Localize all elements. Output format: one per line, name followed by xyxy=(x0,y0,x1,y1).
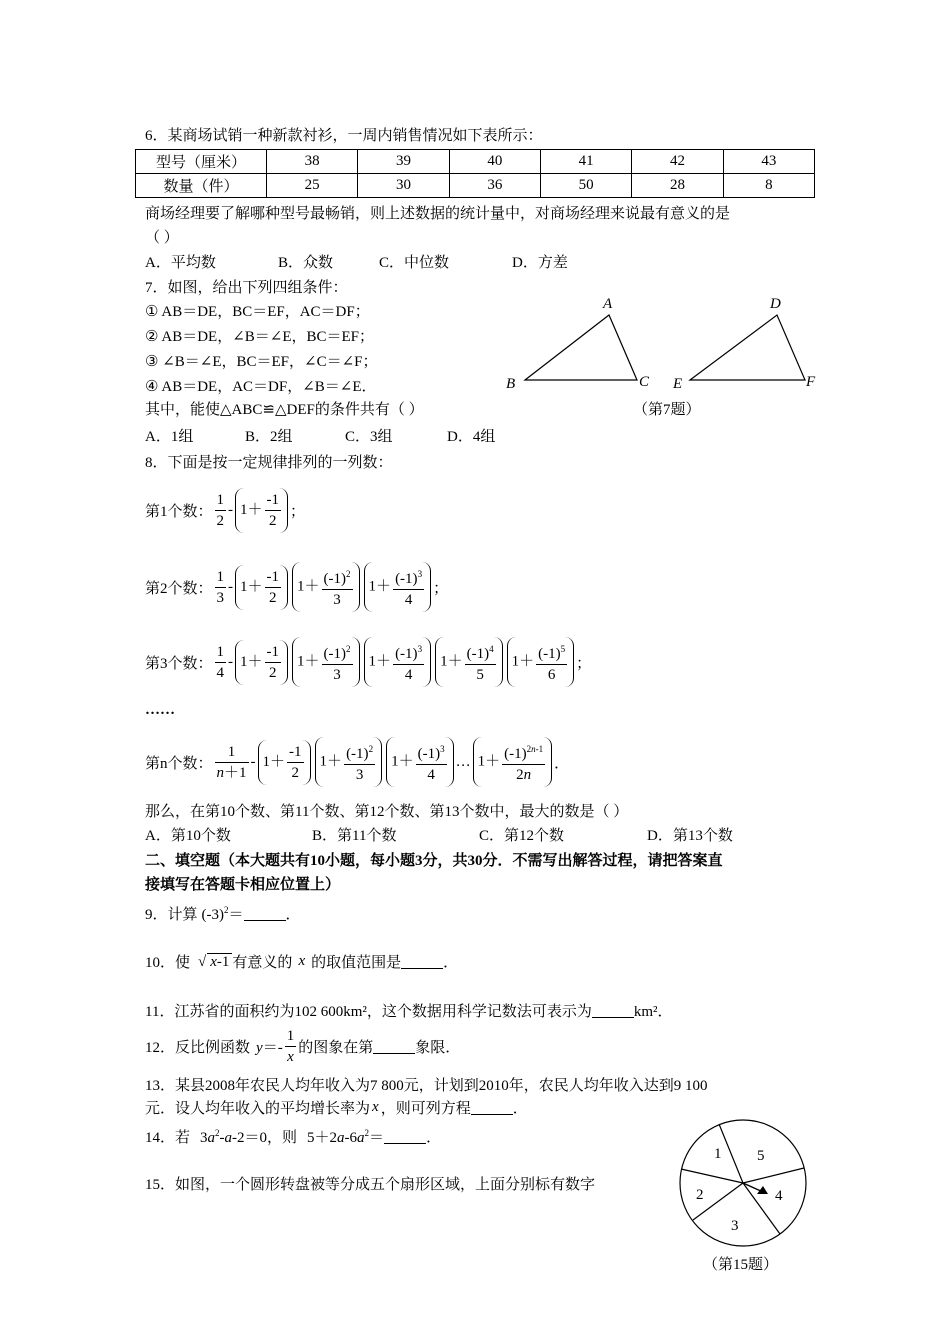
q13-line2-tail: ，则可列方程 xyxy=(380,1101,471,1117)
section2-heading-line2: 接填写在答题卡相应位置上） xyxy=(145,877,341,893)
answer-blank xyxy=(384,1129,426,1144)
answer-blank xyxy=(244,906,286,921)
q8-option-d: D．第13个数 xyxy=(647,828,733,844)
table-cell: 28 xyxy=(632,174,723,198)
q11-post: km²． xyxy=(633,1004,673,1020)
q7-question: 其中，能使△ABC≌△DEF的条件共有（ ） xyxy=(145,402,424,418)
q11 xyxy=(145,1000,673,1021)
q8-seq-1: 第1个数： $\frac{1}{2}$ - 1＋ $\frac{-1}{2}$ ； xyxy=(145,488,305,533)
vertex-label: C xyxy=(639,374,650,390)
sales-table xyxy=(135,149,815,198)
paren-group: 1＋ $\frac{-1}{2}$ xyxy=(235,488,288,533)
q7-cond-3: ③ ∠B＝∠E，BC＝EF，∠C＝∠F； xyxy=(145,354,378,370)
q6-question: 商场经理要了解哪种型号最畅销，则上述数据的统计量中，对商场经理来说最有意义的是 xyxy=(145,206,731,222)
q6-option-d: D．方差 xyxy=(512,255,568,271)
q7-cond-2: ② AB＝DE，∠B＝∠E，BC＝EF； xyxy=(145,329,375,345)
q7-option-d: D．4组 xyxy=(447,429,496,445)
q7-cond-4: ④ AB＝DE，AC＝DF，∠B＝∠E． xyxy=(145,379,377,395)
q6-stem: 6．某商场试销一种新款衬衫，一周内销售情况如下表所示： xyxy=(145,128,543,144)
answer-blank xyxy=(373,1039,415,1054)
table-cell: 50 xyxy=(540,174,631,198)
q7-triangles-figure xyxy=(500,290,830,425)
q7-option-c: C．3组 xyxy=(345,429,393,445)
q10: 10．使 √ x-1 有意义的 x 的取值范围是 ． xyxy=(145,953,459,971)
q10-pre: 10．使 xyxy=(145,955,191,971)
q8-option-b: B．第11个数 xyxy=(312,828,397,844)
table-cell: 30 xyxy=(358,174,449,198)
answer-blank xyxy=(471,1100,513,1115)
vertex-label: F xyxy=(806,374,816,390)
table-cell: 36 xyxy=(449,174,540,198)
vertex-label: B xyxy=(506,376,516,392)
table-cell: 数量（件） xyxy=(136,174,267,198)
table-cell: 41 xyxy=(540,150,631,174)
answer-blank xyxy=(592,1003,634,1018)
q8-ellipsis: …… xyxy=(145,702,175,718)
q10-mid: 有意义的 xyxy=(232,955,293,971)
table-row xyxy=(136,174,815,198)
sector-divider xyxy=(681,1169,743,1183)
q7-cond-1: ① AB＝DE，BC＝EF，AC＝DF； xyxy=(145,304,370,320)
q8-label-1: 第1个数： xyxy=(145,504,213,520)
sector-label: 4 xyxy=(775,1188,783,1204)
q8-option-a: A．第10个数 xyxy=(145,828,231,844)
q13-line1: 13．某县2008年农民人均年收入为7 800元，计划到2010年，农民人均年收入达到9 100 xyxy=(145,1078,708,1094)
q7-fig-caption: （第7题） xyxy=(633,402,701,418)
q8-label-n: 第n个数： xyxy=(145,755,213,772)
spinner-figure xyxy=(675,1115,815,1275)
table-cell: 38 xyxy=(267,150,358,174)
table-row xyxy=(136,150,815,174)
q9: 9．计算 $(-3)^2=$ ． xyxy=(145,905,301,923)
fraction: $\frac{1}{2}$ xyxy=(216,492,225,529)
q8-option-c: C．第12个数 xyxy=(479,828,565,844)
q14-mid: ，则 xyxy=(267,1130,298,1146)
q12-post: 的图象在第 xyxy=(298,1040,374,1056)
vertex-label: E xyxy=(673,376,683,392)
sector-label: 3 xyxy=(731,1218,739,1234)
q13-line2: 元．设人均年收入的平均增长率为 x ，则可列方程 ． xyxy=(145,1099,528,1117)
table-cell: 43 xyxy=(723,150,814,174)
table-cell: 42 xyxy=(632,150,723,174)
vertex-label: A xyxy=(603,296,613,312)
q8-stem: 8．下面是按一定规律排列的一列数： xyxy=(145,455,393,471)
q11-pre: 11．江苏省的面积约为102 600km²，这个数据用科学记数法可表示为 xyxy=(145,1004,592,1020)
q15-text: 15．如图，一个圆形转盘被等分成五个扇形区域，上面分别标有数字 xyxy=(145,1177,596,1193)
q15-fig-caption: （第15题） xyxy=(703,1257,779,1273)
q7-option-b: B．2组 xyxy=(245,429,293,445)
q14: 14．若 $3a^2-a-2=0$ ，则 $5+2a-6a^2=$ ． xyxy=(145,1128,442,1146)
section2-heading-line1: 二、填空题（本大题共有10小题，每小题3分，共30分．不需写出解答过程，请把答案直 xyxy=(145,853,723,869)
table-cell: 40 xyxy=(449,150,540,174)
q10-post: 的取值范围是 xyxy=(311,955,402,971)
q12: 12．反比例函数 y＝- $\frac{1}{x}$ 的图象在第 象限． xyxy=(145,1028,461,1065)
sector-divider xyxy=(743,1168,804,1183)
q8-question: 那么，在第10个数、第11个数、第12个数、第13个数中，最大的数是（ ） xyxy=(145,804,629,820)
q8-label-2: 第2个数： xyxy=(145,580,213,597)
q7-stem: 7．如图，给出下列四组条件： xyxy=(145,280,348,296)
q12-pre: 12．反比例函数 xyxy=(145,1040,251,1056)
table-cell: 39 xyxy=(358,150,449,174)
q13-line2-text: 元．设人均年收入的平均增长率为 xyxy=(145,1101,371,1117)
q9-text: 9．计算 xyxy=(145,907,198,923)
triangle-def xyxy=(690,315,805,380)
vertex-label: D xyxy=(770,296,781,312)
q14-pre: 14．若 xyxy=(145,1130,191,1146)
q6-option-c: C．中位数 xyxy=(379,255,450,271)
q6-option-b: B．众数 xyxy=(278,255,334,271)
table-cell: 25 xyxy=(267,174,358,198)
answer-blank xyxy=(401,954,443,969)
q8-seq-2: 第2个数： $\frac{1}{3}$ - 1＋ $\frac{-1}{2}$ 1＋ $\frac{(-1)^2}{3}$ 1＋ $\frac{(-1)^3}{4}$ ； xyxy=(145,562,448,612)
table-cell: 型号（厘米） xyxy=(136,150,267,174)
q8-label-3: 第3个数： xyxy=(145,655,213,672)
q8-seq-n: 第n个数： $\frac{1}{n+1}$ - 1＋ $\frac{-1}{2}$ 1＋ $\frac{(-1)^2}{3}$ 1＋ $\frac{(-1)^3}{4}$ … 1＋ $\frac{(-1)^{2n-1}}{2n}$ ． xyxy=(145,737,569,787)
q6-option-a: A．平均数 xyxy=(145,255,216,271)
q6-paren: （ ） xyxy=(145,230,179,246)
triangle-abc xyxy=(525,315,637,380)
q8-seq-3: 第3个数： $\frac{1}{4}$ - 1＋ $\frac{-1}{2}$ 1＋ $\frac{(-1)^2}{3}$ 1＋ $\frac{(-1)^3}{4}$ 1＋ $\frac{(-1)^4}{5}$ 1＋ $\frac{(-1)^5}{6}$ ； xyxy=(145,637,591,687)
q7-option-a: A．1组 xyxy=(145,429,194,445)
sector-label: 2 xyxy=(696,1187,704,1203)
table-cell: 8 xyxy=(723,174,814,198)
sector-label: 1 xyxy=(714,1146,722,1162)
q12-tail: 象限． xyxy=(415,1040,461,1056)
sector-divider xyxy=(719,1124,743,1183)
sector-label: 5 xyxy=(757,1148,765,1164)
